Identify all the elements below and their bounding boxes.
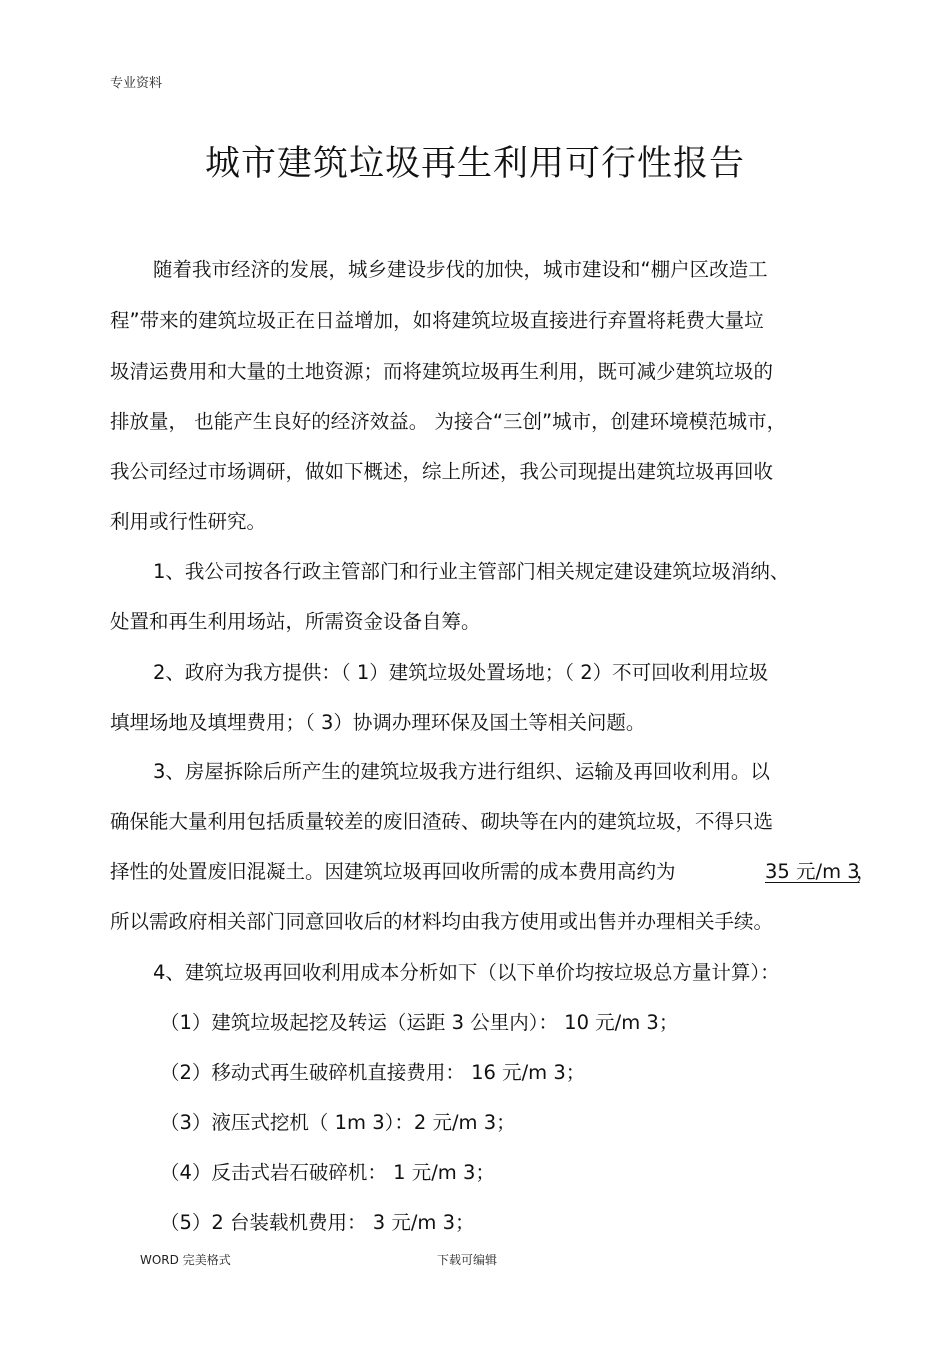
item-3-line: 确保能大量利用包括质量较差的废旧渣砖、砌块等在内的建筑垃圾，不得只选: [110, 810, 774, 833]
footer-left-label: WORD 完美格式: [140, 1253, 231, 1267]
item-3-line: [110, 856, 676, 884]
intro-line: 随着我市经济的发展，城乡建设步伐的加快，城市建设和“棚户区改造工: [153, 258, 768, 281]
cost-list-item: （4）反击式岩石破碎机： 1 元/m 3；: [160, 1161, 495, 1184]
item-2-line: 填埋场地及填埋费用；（ 3）协调办理环保及国土等相关问题。: [110, 711, 646, 734]
item-3-line: 3、房屋拆除后所产生的建筑垃圾我方进行组织、运输及再回收利用。以: [153, 760, 770, 783]
item-3-line: 所以需政府相关部门同意回收后的材料均由我方使用或出售并办理相关手续。: [110, 910, 774, 933]
cost-list-item: （1）建筑垃圾起挖及转运（运距 3 公里内）： 10 元/m 3；: [160, 1011, 679, 1034]
page-header-label: 专业资料: [110, 76, 163, 91]
item-1-line: 处置和再生利用场站，所需资金设备自筹。: [110, 610, 481, 633]
intro-line: 圾清运费用和大量的土地资源；而将建筑垃圾再生利用，既可减少建筑垃圾的: [110, 360, 774, 383]
item-4-heading: 4、建筑垃圾再回收利用成本分析如下（以下单价均按垃圾总方量计算）：: [153, 961, 780, 984]
item-3-line-end: ，: [856, 860, 876, 883]
item-1-line: 1、我公司按各行政主管部门和行业主管部门相关规定建设建筑垃圾消纳、: [153, 560, 790, 583]
intro-line: 利用或行性研究。: [110, 510, 267, 533]
cost-per-cubic-meter: 35 元/m 3: [765, 860, 860, 883]
document-title: 城市建筑垃圾再生利用可行性报告: [204, 144, 745, 184]
cost-list-item: （5）2 台装载机费用： 3 元/m 3；: [160, 1211, 475, 1234]
intro-line: 我公司经过市场调研，做如下概述，综上所述，我公司现提出建筑垃圾再回收: [110, 460, 774, 483]
footer-right-label: 下载可编辑: [437, 1253, 498, 1267]
cost-list-item: （2）移动式再生破碎机直接费用： 16 元/m 3；: [160, 1061, 586, 1084]
cost-list-item: （3）液压式挖机（ 1m 3）：2 元/m 3；: [160, 1111, 516, 1134]
item-3-line-text: 择性的处置废旧混凝土。因建筑垃圾再回收所需的成本费用高约为: [110, 860, 676, 883]
intro-line: 程”带来的建筑垃圾正在日益增加，如将建筑垃圾直接进行弃置将耗费大量垃: [110, 309, 764, 332]
intro-line: 排放量， 也能产生良好的经济效益。 为接合“三创”城市，创建环境模范城市，: [110, 410, 787, 433]
item-2-line: 2、政府为我方提供：（ 1）建筑垃圾处置场地；（ 2）不可回收利用垃圾: [153, 661, 769, 684]
